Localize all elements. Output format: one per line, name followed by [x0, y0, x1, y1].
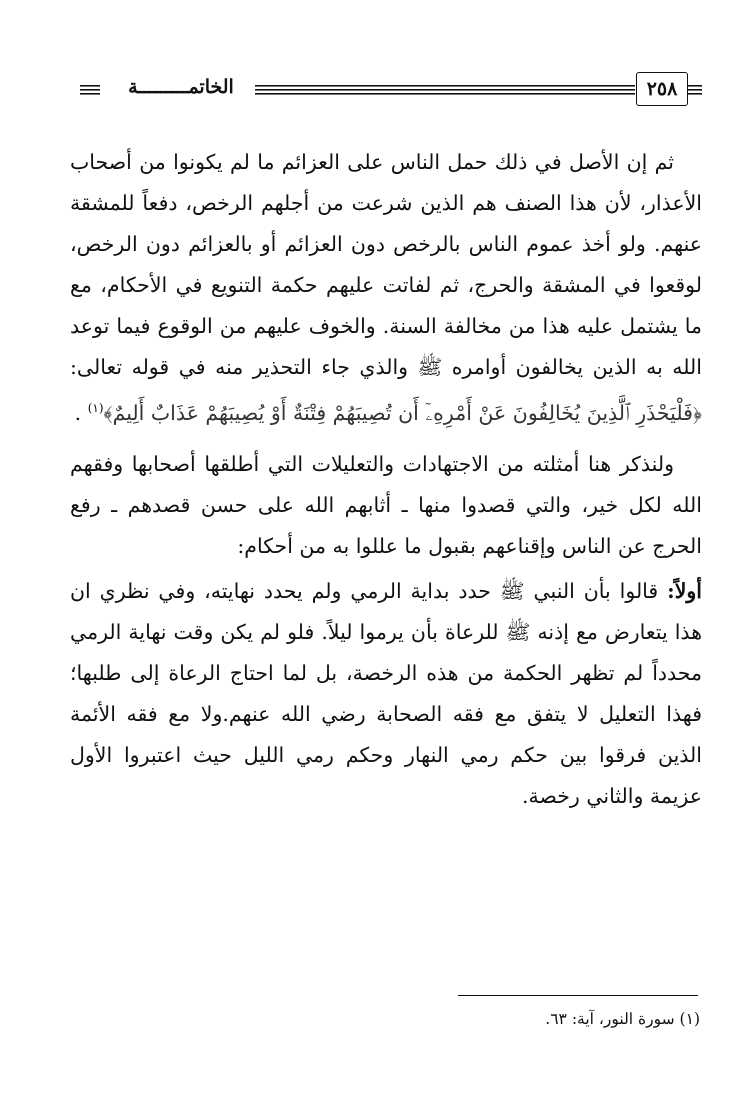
paragraph-3-text: قالوا بأن النبي ﷺ حدد بداية الرمي ولم يحدد نهايته، وفي نظري ان هذا يتعارض مع إذنه ﷺ للرعاة بأن يرموا ليلاً. فلو لم يكن وقت نهاية الرمي محدداً لم تظهر الحكمة من هذه الرخصة، بل لما احتاج الرعاة إلى طلبها؛ فهذا التعليل لا يتفق مع فقه الصحابة رضي الله عنهم.ولا مع فقه الأئمة الذين فرقوا بين حكم رمي النهار وحكم رمي الليل حيث اعتبروا الأول عزيمة والثاني رخصة. [70, 578, 702, 808]
header-rule-middle [255, 85, 635, 95]
paragraph-1-text: ثم إن الأصل في ذلك حمل الناس على العزائم ما لم يكونوا من أصحاب الأعذار، لأن هذا الصنف هم الذين شرعت من أجلهم الرخص، دفعاً للمشقة عنهم. ولو أخذ عموم الناس بالرخص دون العزائم أو بالعزائم دون الرخص، لوقعوا في المشقة والحرج، ثم لفاتت عليهم حكمة التنويع في الأحكام، مع ما يشتمل عليه هذا من مخالفة السنة. والخوف عليهم من الوقوع فيما توعد الله به الذين يخالفون أوامره ﷺ والذي جاء التحذير منه في قوله تعالى: [70, 150, 702, 379]
footnote: (١) سورة النور، آية: ٦٣. [545, 1010, 700, 1028]
paragraph-3-lead: أولاً: [667, 578, 702, 603]
footnote-divider [458, 995, 698, 996]
quran-verse: ﴿فَلْيَحْذَرِ ٱلَّذِينَ يُخَالِفُونَ عَنْ أَمْرِهِۦٓ أَن تُصِيبَهُمْ فِتْنَةٌ أَوْ يُصِيبَهُمْ عَذَابٌ أَلِيمٌ﴾ [103, 400, 702, 425]
chapter-title: الخاتمـــــــــة [128, 76, 234, 98]
page-header [80, 70, 702, 106]
footnote-ref: (١) [87, 401, 104, 415]
paragraph-3 [70, 571, 702, 817]
paragraph-1 [70, 142, 702, 434]
paragraph-1-end: . [74, 400, 82, 425]
page-number: ٢٥٨ [636, 72, 688, 106]
paragraph-2: ولنذكر هنا أمثلته من الاجتهادات والتعليلات التي أطلقها أصحابها وفقهم الله لكل خير، والتي قصدوا منها ـ أثابهم الله على حسن قصدهم ـ رفع الحرج عن الناس وإقناعهم بقبول ما عللوا به من أحكام: [70, 451, 702, 558]
header-rule-right [687, 85, 702, 95]
main-text [70, 142, 702, 817]
header-rule-left [80, 85, 100, 95]
